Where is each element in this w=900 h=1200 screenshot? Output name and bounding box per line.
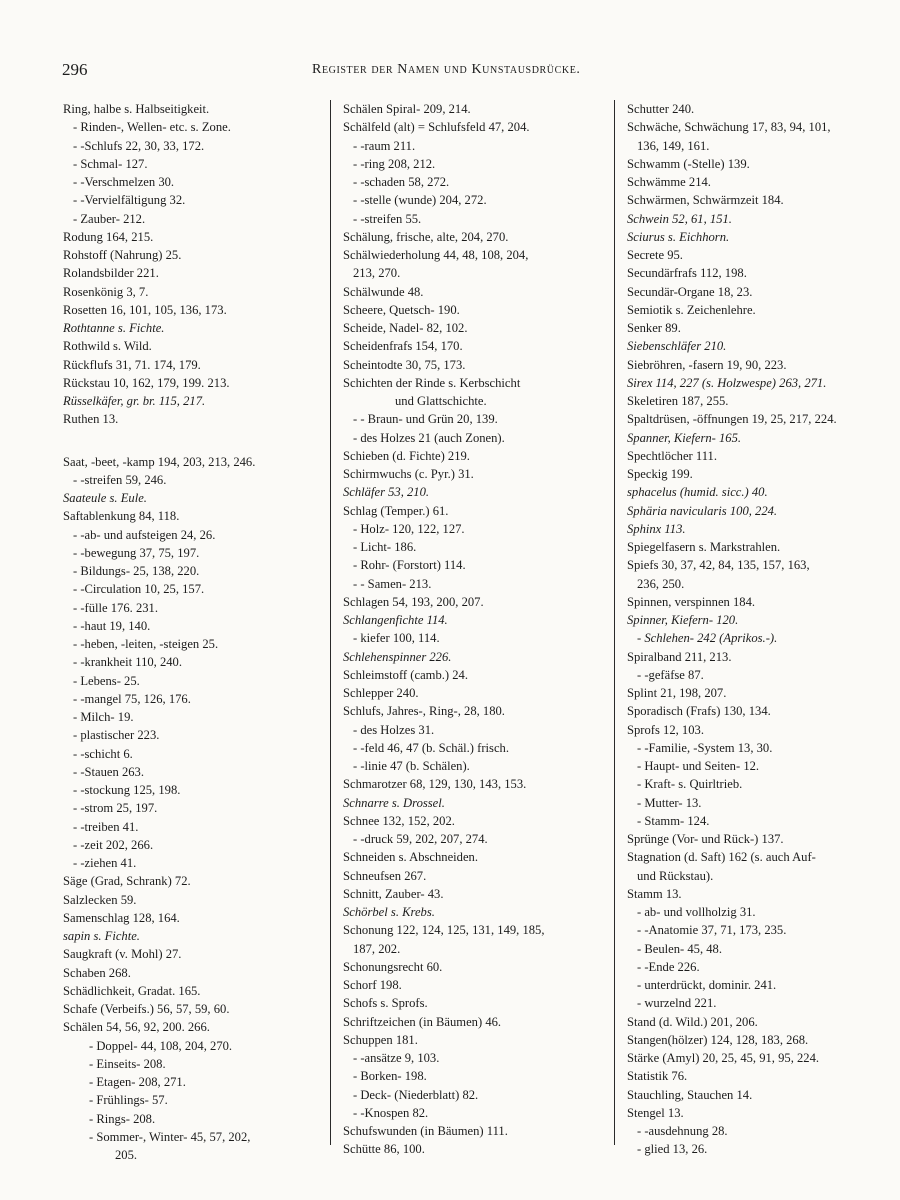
index-entry: - -Vervielfältigung 32. [73,193,186,208]
index-entry: Rückflufs 31, 71. 174, 179. [63,357,201,372]
index-entry: Siebröhren, -fasern 19, 90, 223. [627,357,787,372]
index-entry: - -gefäfse 87. [637,667,704,682]
index-entry: Rolandsbilder 221. [63,266,159,281]
index-entry: - -schicht 6. [73,746,133,761]
index-entry: - unterdrückt, dominir. 241. [637,978,777,992]
index-entry: Schwäche, Schwächung 17, 83, 94, 101, [627,120,831,135]
index-entry: Senker 89. [627,321,681,335]
index-entry: Ruthen 13. [63,412,119,427]
index-entry: Stauchling, Stauchen 14. [627,1087,753,1102]
index-entry: Spiefs 30, 37, 42, 84, 135, 157, 163, [627,558,810,573]
index-entry: - Schlehen- 242 (Aprikos.-). [637,631,778,646]
index-entry: Rückstau 10, 162, 179, 199. 213. [63,375,230,390]
index-entry: Splint 21, 198, 207. [627,686,727,700]
index-entry: - -linie 47 (b. Schälen). [353,759,470,773]
index-entry: Schwamm (-Stelle) 139. [627,156,750,171]
index-entry: Schleimstoff (camb.) 24. [343,667,468,682]
index-entry: Schütte 86, 100. [343,1142,425,1157]
index-entry: - -Stauen 263. [73,764,144,779]
index-entry: - Beulen- 45, 48. [637,941,722,956]
index-entry: Speckig 199. [627,467,693,481]
index-column-1 [63,100,325,1164]
index-entry: - des Holzes 31. [353,722,435,737]
index-entry: - Zauber- 212. [73,211,146,226]
index-entry: Schädlichkeit, Gradat. 165. [63,983,201,998]
index-entry: Salzlecken 59. [63,892,137,907]
index-entry: Schafe (Verbeifs.) 56, 57, 59, 60. [63,1002,230,1016]
index-entry: 136, 149, 161. [637,138,710,153]
index-entry: Secrete 95. [627,248,683,262]
index-entry: - - Samen- 213. [353,576,432,591]
running-title: Register der Namen und Kunstausdrücke. [312,62,581,77]
index-entry: - -strom 25, 197. [73,801,158,816]
index-entry: - -Circulation 10, 25, 157. [73,582,205,597]
index-entry: - -ziehen 41. [73,856,137,870]
index-entry: Schnitt, Zauber- 43. [343,886,444,901]
index-entry: Schälwunde 48. [343,284,424,299]
index-entry: - wurzelnd 221. [637,996,717,1011]
index-entry: Sphinx 113. [627,521,686,536]
index-entry: Samenschlag 128, 164. [63,910,180,925]
index-column-2 [343,100,609,1159]
index-entry: - Bildungs- 25, 138, 220. [73,564,200,578]
index-entry: Stengel 13. [627,1105,684,1120]
index-entry: Stangen(hölzer) 124, 128, 183, 268. [627,1032,809,1047]
index-entry: - Doppel- 44, 108, 204, 270. [89,1038,233,1053]
index-entry: Semiotik s. Zeichenlehre. [627,302,756,317]
index-entry: Schaben 268. [63,965,131,980]
index-entry: Spiralband 211, 213. [627,649,732,664]
index-column-3 [627,100,895,1159]
index-entry: Schwärmen, Schwärmzeit 184. [627,193,784,208]
page-header [62,60,882,86]
index-entry: Rodung 164, 215. [63,229,154,244]
index-entry: Schlepper 240. [343,686,419,700]
index-entry: - -Schlufs 22, 30, 33, 172. [73,138,205,153]
index-entry: - -Anatomie 37, 71, 173, 235. [637,923,787,938]
page-number: 296 [62,60,88,79]
index-entry: - Einseits- 208. [89,1056,166,1071]
index-entry: Sporadisch (Frafs) 130, 134. [627,704,771,719]
index-entry: Schufswunden (in Bäumen) 111. [343,1124,508,1138]
index-entry: Spinnen, verspinnen 184. [627,594,756,609]
index-entry: - -fülle 176. 231. [73,600,158,615]
index-entry: - -raum 211. [353,138,416,153]
index-entry: - -schaden 58, 272. [353,175,450,189]
index-entry: - -stelle (wunde) 204, 272. [353,193,487,208]
index-entry: - Licht- 186. [353,540,417,554]
column-divider [614,100,615,1145]
index-entry: - Sommer-, Winter- 45, 57, 202, [89,1129,251,1144]
index-entry: - Milch- 19. [73,710,134,724]
index-entry: Rosetten 16, 101, 105, 136, 173. [63,302,227,317]
index-entry: 213, 270. [353,266,401,281]
index-entry: Scheidenfrafs 154, 170. [343,339,463,354]
index-entry: - -Familie, -System 13, 30. [637,740,773,755]
index-entry: Schlag (Temper.) 61. [343,503,449,518]
index-entry: Scheintodte 30, 75, 173. [343,357,466,372]
index-entry: Saugkraft (v. Mohl) 27. [63,947,182,962]
index-entry: - plastischer 223. [73,728,160,743]
index-entry: Stamm 13. [627,886,682,901]
index-entry: - Stamm- 124. [637,813,710,828]
index-entry: Schwämme 214. [627,175,711,189]
index-entry: - glied 13, 26. [637,1142,708,1157]
index-entry: Schlufs, Jahres-, Ring-, 28, 180. [343,704,505,719]
index-entry: Scheere, Quetsch- 190. [343,302,460,317]
index-entry: - - Braun- und Grün 20, 139. [353,412,498,427]
index-entry: Schneufsen 267. [343,868,427,883]
index-entry: - -haut 19, 140. [73,618,151,633]
index-entry: Schörbel s. Krebs. [343,905,435,919]
index-entry: Siebenschläfer 210. [627,339,727,354]
index-entry: Säge (Grad, Schrank) 72. [63,874,191,889]
index-entry: Schlangenfichte 114. [343,613,448,627]
index-entry: Secundärfrafs 112, 198. [627,266,747,281]
index-entry: Schonungsrecht 60. [343,959,443,974]
index-entry: und Rückstau). [637,868,714,883]
index-entry: - des Holzes 21 (auch Zonen). [353,430,505,445]
index-entry: - Lebens- 25. [73,673,140,688]
index-entry: Schonung 122, 124, 125, 131, 149, 185, [343,923,545,938]
index-entry: - Rohr- (Forstort) 114. [353,558,466,573]
index-entry: Spinner, Kiefern- 120. [627,613,739,627]
index-entry: Secundär-Organe 18, 23. [627,284,753,299]
index-entry: Schlagen 54, 193, 200, 207. [343,594,484,609]
index-entry: - -feld 46, 47 (b. Schäl.) frisch. [353,740,509,755]
index-entry: - -Ende 226. [637,959,700,974]
index-entry: - -stockung 125, 198. [73,783,181,797]
index-entry: Rothtanne s. Fichte. [63,321,165,335]
index-entry: - -zeit 202, 266. [73,837,154,852]
index-entry: Schälung, frische, alte, 204, 270. [343,229,509,244]
index-entry: - -heben, -leiten, -steigen 25. [73,637,219,651]
index-entry: Rothwild s. Wild. [63,339,152,354]
index-entry: - -bewegung 37, 75, 197. [73,545,200,560]
index-entry: Schälen 54, 56, 92, 200. 266. [63,1020,210,1035]
index-entry: Sprofs 12, 103. [627,722,704,737]
index-entry: - -streifen 55. [353,211,422,226]
index-entry: Schieben (d. Fichte) 219. [343,448,470,463]
index-entry: Ring, halbe s. Halbseitigkeit. [63,102,210,116]
index-entry: Saftablenkung 84, 118. [63,509,180,524]
index-entry: - -krankheit 110, 240. [73,655,183,670]
index-entry: Schneiden s. Abschneiden. [343,850,479,865]
index-entry: - Mutter- 13. [637,795,702,810]
index-entry: Schälwiederholung 44, 48, 108, 204, [343,248,529,262]
index-entry: sapin s. Fichte. [63,929,140,943]
index-entry: - -mangel 75, 126, 176. [73,691,191,706]
index-entry: - Haupt- und Seiten- 12. [637,759,760,773]
index-entry: - Deck- (Niederblatt) 82. [353,1087,479,1102]
index-entry: - Holz- 120, 122, 127. [353,521,465,536]
index-entry: Stagnation (d. Saft) 162 (s. auch Auf- [627,850,816,865]
index-entry: Schwein 52, 61, 151. [627,211,732,226]
index-entry: - -Knospen 82. [353,1105,429,1120]
index-entry: Saat, -beet, -kamp 194, 203, 213, 246. [63,454,256,469]
column-divider [330,100,331,1145]
index-entry: Spiegelfasern s. Markstrahlen. [627,540,781,554]
index-entry: Schälfeld (alt) = Schlufsfeld 47, 204. [343,120,530,135]
index-entry: 236, 250. [637,576,685,591]
index-entry: - ab- und vollholzig 31. [637,905,756,919]
index-entry: Schorf 198. [343,978,402,992]
blank-line [63,429,325,453]
index-entry: Schirmwuchs (c. Pyr.) 31. [343,467,474,481]
index-entry: Schlehenspinner 226. [343,649,452,664]
index-entry: Rüsselkäfer, gr. br. 115, 217. [63,394,206,408]
index-entry: - -ausdehnung 28. [637,1124,728,1138]
index-entry: Spanner, Kiefern- 165. [627,430,742,445]
index-entry: Schutter 240. [627,102,695,116]
index-entry: Sprünge (Vor- und Rück-) 137. [627,832,784,846]
index-entry: Skeletiren 187, 255. [627,394,729,408]
index-entry: - Rings- 208. [89,1111,156,1126]
index-entry: - Schmal- 127. [73,156,148,171]
index-entry: - -treiben 41. [73,819,139,834]
index-entry: und Glattschichte. [395,394,487,408]
index-entry: - -ansätze 9, 103. [353,1051,440,1065]
index-entry: Sirex 114, 227 (s. Holzwespe) 263, 271. [627,375,827,390]
index-entry: Spechtlöcher 111. [627,448,717,463]
index-entry: Schofs s. Sprofs. [343,996,428,1011]
index-entry: Schriftzeichen (in Bäumen) 46. [343,1014,502,1029]
index-entry: - Borken- 198. [353,1069,427,1084]
index-entry: - -streifen 59, 246. [73,472,167,487]
index-entry: Schuppen 181. [343,1032,418,1047]
index-entry: Saateule s. Eule. [63,491,147,505]
index-entry: Schichten der Rinde s. Kerbschicht [343,375,521,390]
index-entry: 187, 202. [353,941,401,956]
index-entry: - -ring 208, 212. [353,156,436,171]
index-entry: - Kraft- s. Quirltrieb. [637,777,743,792]
index-entry: Schnarre s. Drossel. [343,795,445,810]
index-entry: Stand (d. Wild.) 201, 206. [627,1014,758,1029]
index-entry: Schläfer 53, 210. [343,485,430,500]
index-entry: Scheide, Nadel- 82, 102. [343,321,468,335]
index-entry: - Etagen- 208, 271. [89,1075,186,1089]
index-entry: Rohstoff (Nahrung) 25. [63,248,182,262]
index-entry: Schnee 132, 152, 202. [343,813,455,828]
index-entry: Schmarotzer 68, 129, 130, 143, 153. [343,777,527,792]
index-entry: - Frühlings- 57. [89,1093,168,1108]
index-entry: - Rinden-, Wellen- etc. s. Zone. [73,120,231,135]
index-entry: sphacelus (humid. sicc.) 40. [627,485,768,500]
index-entry: Stärke (Amyl) 20, 25, 45, 91, 95, 224. [627,1051,820,1065]
index-entry: Sphäria navicularis 100, 224. [627,503,778,518]
index-entry: Spaltdrüsen, -öffnungen 19, 25, 217, 224. [627,412,837,427]
index-entry: - -druck 59, 202, 207, 274. [353,832,488,846]
index-entry: Statistik 76. [627,1069,688,1084]
index-entry: - -Verschmelzen 30. [73,175,175,189]
index-entry: - kiefer 100, 114. [353,631,440,646]
index-entry: 205. [115,1148,138,1162]
index-entry: - -ab- und aufsteigen 24, 26. [73,527,216,542]
index-entry: Schälen Spiral- 209, 214. [343,102,471,116]
index-entry: Sciurus s. Eichhorn. [627,229,730,244]
index-entry: Rosenkönig 3, 7. [63,284,149,299]
